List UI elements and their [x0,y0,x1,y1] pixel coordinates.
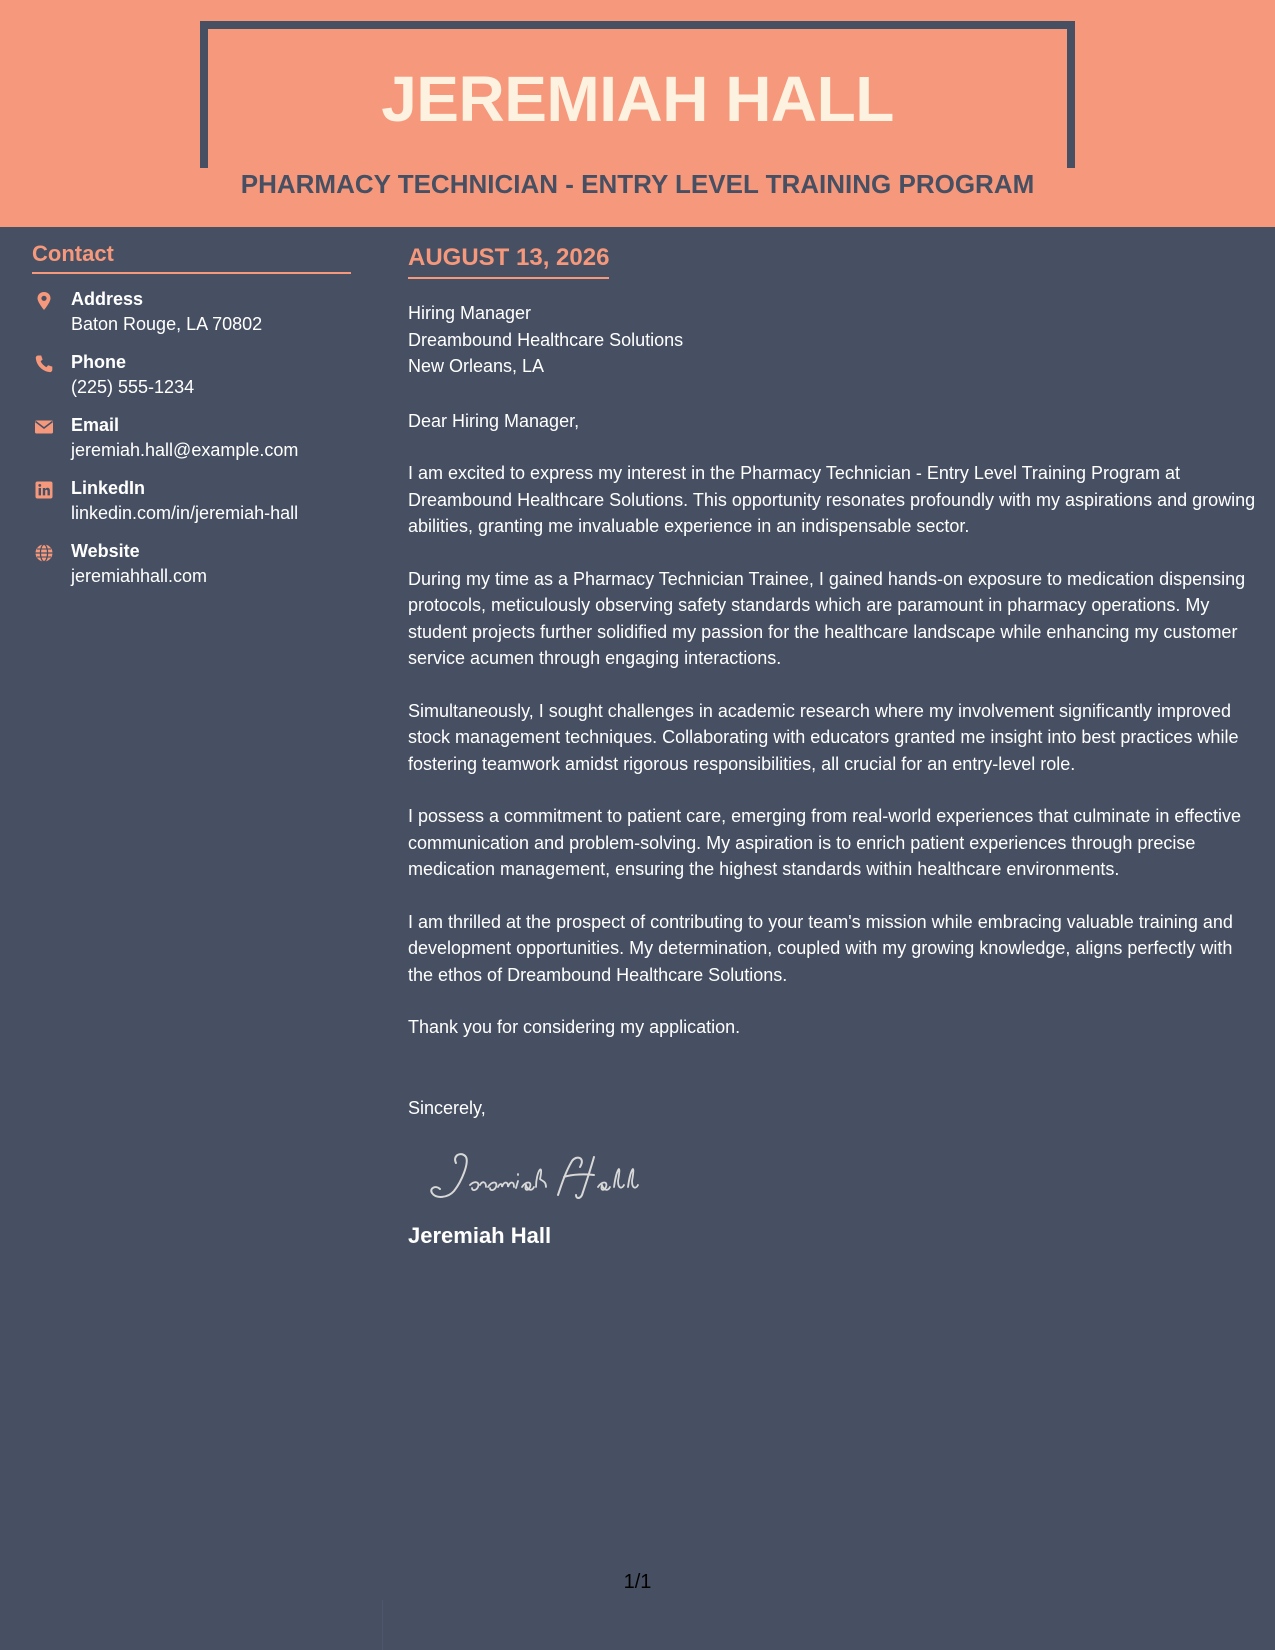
contact-item-address [32,288,351,351]
handwritten-signature [422,1141,1258,1211]
contact-item-phone [32,351,351,414]
contact-label: Website [71,541,140,561]
letter-body [408,243,1258,1249]
contact-list [32,288,351,603]
column-divider [382,1600,383,1650]
applicant-name: JEREMIAH HALL [381,63,894,135]
contact-label: Address [71,289,144,309]
map-pin-icon [34,291,54,311]
globe-icon [34,543,54,563]
body-paragraph: Thank you for considering my application. [408,1017,741,1037]
body-paragraph: I am excited to express my interest in the Pharmacy Technician - Entry Level Training Program at Dreambound Healthcare Solutions. This opportunity resonates profoundly with my aspirations and growing abilities, granting me invaluable experience in an indispensable sector. [408,463,1256,536]
contact-value: linkedin.com/in/jeremiah-hall [71,503,299,523]
recipient-block [408,300,1258,380]
contact-sidebar [32,240,351,603]
contact-value: (225) 555-1234 [71,377,195,397]
contact-value: Baton Rouge, LA 70802 [71,314,263,334]
phone-icon [34,354,54,374]
contact-value: jeremiahhall.com [71,566,208,586]
recipient-line: Hiring Manager [408,303,532,323]
linkedin-icon [34,480,54,500]
body-paragraph: I am thrilled at the prospect of contributing to your team's mission while embracing valuable training and development opportunities. My determination, coupled with my growing knowledge, aligns perfectly with the ethos of Dreambound Healthcare Solutions. [408,911,1233,985]
contact-label: Email [71,415,120,435]
header-banner [0,0,1275,227]
contact-item-website [32,540,351,603]
contact-label: Phone [71,352,127,372]
contact-label: LinkedIn [71,478,146,498]
letter-date: AUGUST 13, 2026 [408,243,609,279]
salutation: Dear Hiring Manager, [408,410,580,431]
closing: Sincerely, [408,1097,486,1118]
contact-item-linkedin [32,477,351,540]
job-title: PHARMACY TECHNICIAN - ENTRY LEVEL TRAINING PROGRAM [240,169,1035,199]
contact-value: jeremiah.hall@example.com [71,440,299,460]
recipient-line: Dreambound Healthcare Solutions [408,329,684,350]
recipient-line: New Orleans, LA [408,356,545,376]
body-paragraph: Simultaneously, I sought challenges in academic research where my involvement significantly improved stock management techniques. Collaborating with educators granted me insight into best practices while fostering teamwork amidst rigorous responsibilities, all crucial for an entry-level role. [408,700,1239,774]
envelope-icon [34,417,54,437]
signer-name: Jeremiah Hall [408,1223,552,1248]
body-paragraph: During my time as a Pharmacy Technician Trainee, I gained hands-on exposure to medication dispensing protocols, meticulously observing safety standards which are paramount in pharmacy operations. My student projects further solidified my passion for the healthcare landscape while enhancing my customer service acumen through engaging interactions. [408,568,1246,668]
contact-item-email [32,414,351,477]
contact-heading: Contact [32,240,351,274]
page-number: 1/1 [623,1571,652,1593]
body-paragraph: I possess a commitment to patient care, emerging from real-world experiences that culminate in effective communication and problem-solving. My aspiration is to enrich patient experiences through precise medication management, ensuring the highest standards within healthcare environments. [408,806,1242,879]
